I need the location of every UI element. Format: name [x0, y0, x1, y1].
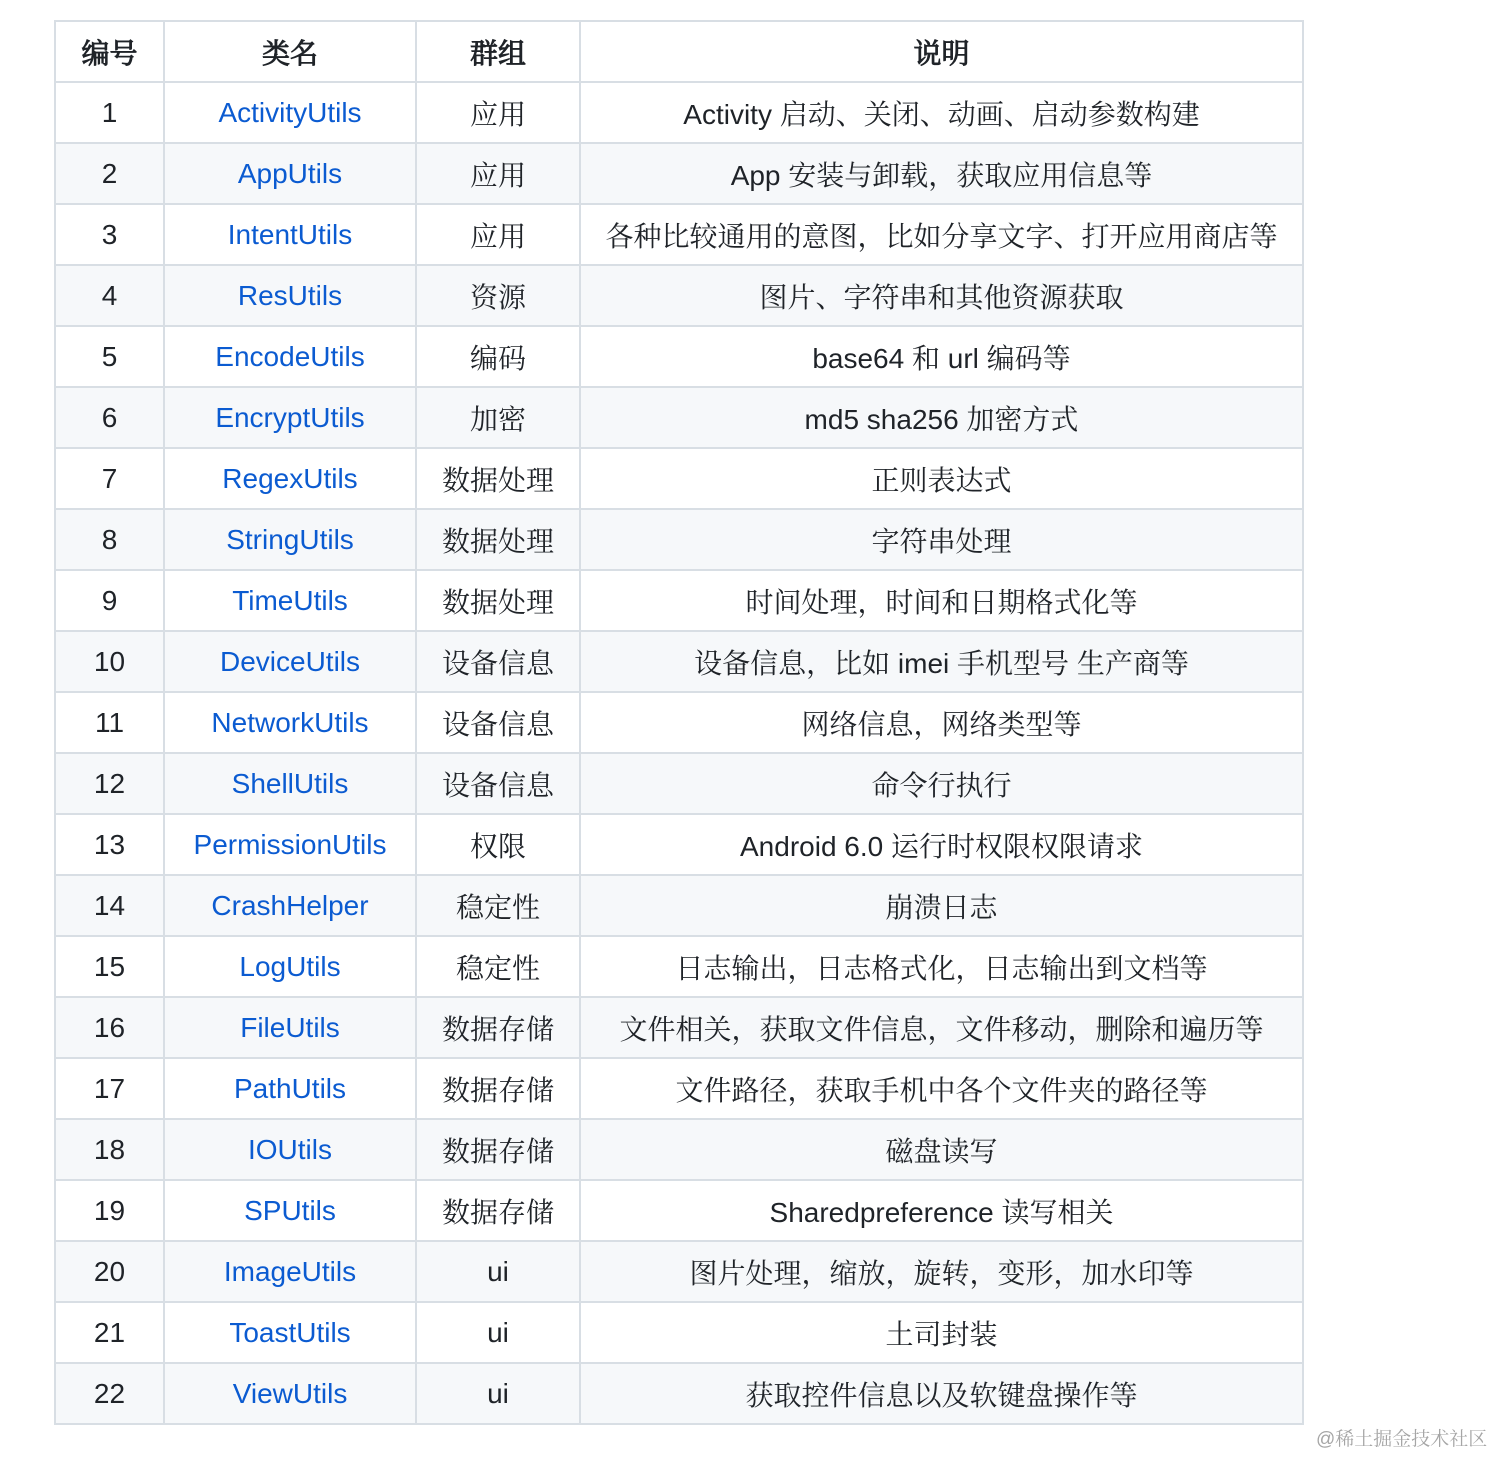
cell-number: 16 — [55, 997, 164, 1058]
class-link[interactable]: AppUtils — [237, 157, 343, 189]
cell-number: 19 — [55, 1180, 164, 1241]
watermark: @稀土掘金技术社区 — [1316, 1429, 1488, 1450]
class-link[interactable]: PermissionUtils — [193, 828, 387, 860]
cell-group: 编码 — [416, 326, 580, 387]
cell-group: 权限 — [416, 814, 580, 875]
cell-number: 6 — [55, 387, 164, 448]
cell-number: 9 — [55, 570, 164, 631]
cell-description: 各种比较通用的意图，比如分享文字、打开应用商店等 — [580, 204, 1303, 265]
class-link[interactable]: ResUtils — [237, 279, 343, 311]
table-row — [55, 814, 1303, 875]
table-row — [55, 204, 1303, 265]
cell-group: 数据处理 — [416, 509, 580, 570]
cell-class-name — [164, 326, 416, 387]
cell-description: 图片处理，缩放，旋转，变形，加水印等 — [580, 1241, 1303, 1302]
cell-group: 应用 — [416, 143, 580, 204]
cell-number: 4 — [55, 265, 164, 326]
cell-group: ui — [416, 1241, 580, 1302]
cell-description: 正则表达式 — [580, 448, 1303, 509]
cell-number: 3 — [55, 204, 164, 265]
cell-class-name — [164, 692, 416, 753]
cell-class-name — [164, 570, 416, 631]
class-link[interactable]: CrashHelper — [211, 889, 369, 921]
cell-class-name — [164, 1363, 416, 1424]
table-row — [55, 82, 1303, 143]
table-row — [55, 1058, 1303, 1119]
cell-number: 20 — [55, 1241, 164, 1302]
cell-class-name — [164, 509, 416, 570]
cell-description: 设备信息，比如 imei 手机型号 生产商等 — [580, 631, 1303, 692]
class-link[interactable]: ImageUtils — [223, 1255, 357, 1287]
cell-description: Activity 启动、关闭、动画、启动参数构建 — [580, 82, 1303, 143]
class-link[interactable]: ActivityUtils — [218, 96, 362, 128]
cell-class-name — [164, 143, 416, 204]
cell-group: 稳定性 — [416, 875, 580, 936]
class-link[interactable]: IntentUtils — [227, 218, 353, 250]
class-link[interactable]: RegexUtils — [222, 462, 358, 494]
cell-group: 数据存储 — [416, 1119, 580, 1180]
cell-group: 资源 — [416, 265, 580, 326]
cell-group: 应用 — [416, 204, 580, 265]
class-link[interactable]: ToastUtils — [229, 1316, 351, 1348]
cell-number: 17 — [55, 1058, 164, 1119]
cell-description: 崩溃日志 — [580, 875, 1303, 936]
cell-class-name — [164, 265, 416, 326]
class-link[interactable]: StringUtils — [226, 523, 354, 555]
cell-number: 1 — [55, 82, 164, 143]
cell-description: 图片、字符串和其他资源获取 — [580, 265, 1303, 326]
cell-description: base64 和 url 编码等 — [580, 326, 1303, 387]
class-link[interactable]: DeviceUtils — [219, 645, 361, 677]
table-row — [55, 692, 1303, 753]
table-row — [55, 631, 1303, 692]
class-link[interactable]: NetworkUtils — [211, 706, 369, 738]
cell-description: Sharedpreference 读写相关 — [580, 1180, 1303, 1241]
cell-class-name — [164, 204, 416, 265]
cell-number: 21 — [55, 1302, 164, 1363]
table-row — [55, 1302, 1303, 1363]
header-description: 说明 — [580, 21, 1303, 82]
cell-class-name — [164, 997, 416, 1058]
cell-class-name — [164, 448, 416, 509]
cell-group: 设备信息 — [416, 753, 580, 814]
class-link[interactable]: FileUtils — [240, 1011, 340, 1043]
class-link[interactable]: LogUtils — [239, 950, 341, 982]
cell-class-name — [164, 1119, 416, 1180]
cell-group: 设备信息 — [416, 692, 580, 753]
table-row — [55, 753, 1303, 814]
cell-description: App 安装与卸载，获取应用信息等 — [580, 143, 1303, 204]
cell-class-name — [164, 753, 416, 814]
cell-group: 数据处理 — [416, 448, 580, 509]
cell-number: 7 — [55, 448, 164, 509]
table-row — [55, 509, 1303, 570]
cell-class-name — [164, 1241, 416, 1302]
cell-group: 数据处理 — [416, 570, 580, 631]
cell-group: 数据存储 — [416, 1058, 580, 1119]
cell-number: 11 — [55, 692, 164, 753]
table-row — [55, 997, 1303, 1058]
class-link[interactable]: SPUtils — [244, 1194, 336, 1226]
cell-group: 数据存储 — [416, 1180, 580, 1241]
cell-description: 日志输出，日志格式化，日志输出到文档等 — [580, 936, 1303, 997]
cell-number: 8 — [55, 509, 164, 570]
class-link[interactable]: TimeUtils — [232, 584, 348, 616]
cell-description: 获取控件信息以及软键盘操作等 — [580, 1363, 1303, 1424]
cell-number: 5 — [55, 326, 164, 387]
class-link[interactable]: EncodeUtils — [215, 340, 365, 372]
table-row — [55, 326, 1303, 387]
table-row — [55, 448, 1303, 509]
cell-group: 设备信息 — [416, 631, 580, 692]
cell-group: 加密 — [416, 387, 580, 448]
cell-number: 18 — [55, 1119, 164, 1180]
cell-description: 土司封装 — [580, 1302, 1303, 1363]
cell-number: 15 — [55, 936, 164, 997]
table-row — [55, 1119, 1303, 1180]
table-header-row — [55, 21, 1303, 82]
cell-class-name — [164, 82, 416, 143]
table-row — [55, 143, 1303, 204]
cell-description: md5 sha256 加密方式 — [580, 387, 1303, 448]
cell-group: 应用 — [416, 82, 580, 143]
cell-number: 13 — [55, 814, 164, 875]
cell-number: 12 — [55, 753, 164, 814]
header-group: 群组 — [416, 21, 580, 82]
table-row — [55, 875, 1303, 936]
cell-class-name — [164, 1180, 416, 1241]
header-number: 编号 — [55, 21, 164, 82]
table-row — [55, 1180, 1303, 1241]
table-row — [55, 265, 1303, 326]
table-row — [55, 936, 1303, 997]
utils-table — [54, 20, 1304, 1425]
cell-group: ui — [416, 1363, 580, 1424]
cell-group: 数据存储 — [416, 997, 580, 1058]
cell-class-name — [164, 814, 416, 875]
cell-description: 网络信息，网络类型等 — [580, 692, 1303, 753]
cell-group: ui — [416, 1302, 580, 1363]
cell-number: 2 — [55, 143, 164, 204]
cell-class-name — [164, 1058, 416, 1119]
table-row — [55, 1363, 1303, 1424]
cell-class-name — [164, 631, 416, 692]
cell-description: 文件相关，获取文件信息，文件移动，删除和遍历等 — [580, 997, 1303, 1058]
cell-description: 文件路径，获取手机中各个文件夹的路径等 — [580, 1058, 1303, 1119]
class-link[interactable]: IOUtils — [248, 1133, 332, 1165]
cell-number: 22 — [55, 1363, 164, 1424]
class-link[interactable]: ViewUtils — [232, 1377, 348, 1409]
cell-description: Android 6.0 运行时权限权限请求 — [580, 814, 1303, 875]
cell-description: 字符串处理 — [580, 509, 1303, 570]
cell-number: 10 — [55, 631, 164, 692]
cell-class-name — [164, 387, 416, 448]
cell-class-name — [164, 1302, 416, 1363]
class-link[interactable]: ShellUtils — [231, 767, 349, 799]
cell-description: 命令行执行 — [580, 753, 1303, 814]
table-row — [55, 1241, 1303, 1302]
cell-class-name — [164, 875, 416, 936]
table-row — [55, 387, 1303, 448]
table-row — [55, 570, 1303, 631]
cell-group: 稳定性 — [416, 936, 580, 997]
cell-class-name — [164, 936, 416, 997]
cell-number: 14 — [55, 875, 164, 936]
cell-description: 磁盘读写 — [580, 1119, 1303, 1180]
class-link[interactable]: PathUtils — [233, 1072, 347, 1104]
header-class-name: 类名 — [164, 21, 416, 82]
cell-description: 时间处理，时间和日期格式化等 — [580, 570, 1303, 631]
class-link[interactable]: EncryptUtils — [215, 401, 365, 433]
